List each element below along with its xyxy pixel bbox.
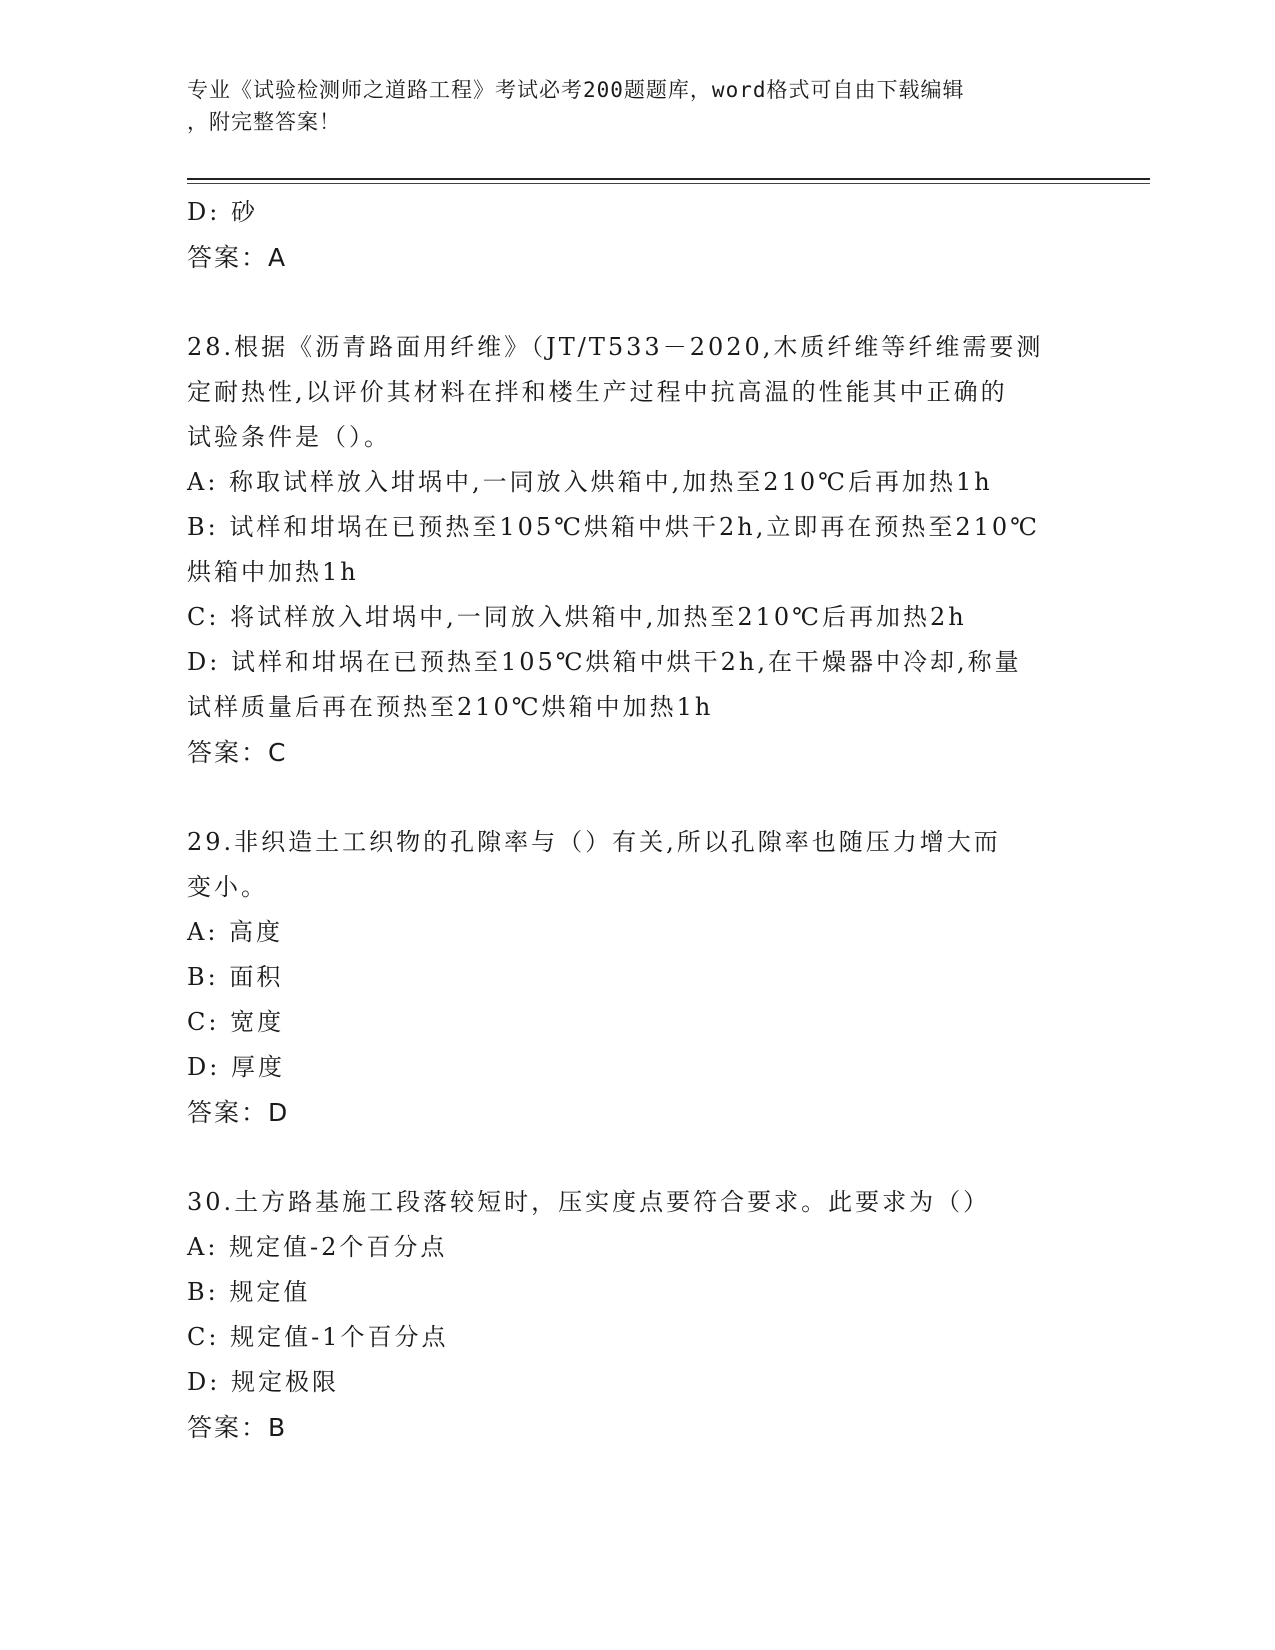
header-title-line-2: ，附完整答案！ xyxy=(187,110,341,134)
header-divider-thick xyxy=(187,178,1150,180)
question-stem-line: 试验条件是（）。 xyxy=(187,423,391,451)
option-a: A: 称取试样放入坩埚中,一同放入烘箱中,加热至210℃后再加热1h xyxy=(187,468,993,496)
question-stem-line: 30.土方路基施工段落较短时，压实度点要符合要求。此要求为（） xyxy=(187,1188,991,1216)
header-title-line-1: 专业《试验检测师之道路工程》考试必考200题题库，word格式可自由下载编辑 xyxy=(187,78,965,102)
option-b-continued: 烘箱中加热1h xyxy=(187,558,359,586)
question-30 xyxy=(187,1180,1087,1450)
question-27-fragment xyxy=(187,190,1087,280)
answer-line: 答案：C xyxy=(187,738,288,767)
question-stem-line: 变小。 xyxy=(187,873,268,901)
question-stem-line: 29.非织造土工织物的孔隙率与（）有关,所以孔隙率也随压力增大而 xyxy=(187,828,1001,856)
spacer xyxy=(187,1135,1087,1180)
option-d-continued: 试样质量后再在预热至210℃烘箱中加热1h xyxy=(187,693,714,721)
question-29 xyxy=(187,820,1087,1135)
option-b: B: 试样和坩埚在已预热至105℃烘箱中烘干2h,立即再在预热至210℃ xyxy=(187,513,1041,541)
header-divider-thin xyxy=(187,183,1150,184)
question-28 xyxy=(187,325,1087,775)
option-d: D: 规定极限 xyxy=(187,1368,339,1396)
answer-line: 答案：D xyxy=(187,1098,290,1127)
document-header xyxy=(187,74,1067,138)
question-stem-line: 定耐热性,以评价其材料在拌和楼生产过程中抗高温的性能其中正确的 xyxy=(187,378,1008,406)
spacer xyxy=(187,775,1087,820)
option-d: D: 厚度 xyxy=(187,1053,285,1081)
answer-line: 答案：B xyxy=(187,1413,288,1442)
option-d: D: 试样和坩埚在已预热至105℃烘箱中烘干2h,在干燥器中冷却,称量 xyxy=(187,648,1022,676)
question-content xyxy=(187,190,1087,1450)
option-c: C: 将试样放入坩埚中,一同放入烘箱中,加热至210℃后再加热2h xyxy=(187,603,967,631)
option-c: C: 宽度 xyxy=(187,1008,285,1036)
option-b: B: 规定值 xyxy=(187,1278,311,1306)
option-a: A: 高度 xyxy=(187,918,284,946)
option-b: B: 面积 xyxy=(187,963,284,991)
spacer xyxy=(187,280,1087,325)
option-c: C: 规定值-1个百分点 xyxy=(187,1323,449,1351)
option-a: A: 规定值-2个百分点 xyxy=(187,1233,448,1261)
question-stem-line: 28.根据《沥青路面用纤维》（JT/T533－2020,木质纤维等纤维需要测 xyxy=(187,333,1044,361)
option-d: D: 砂 xyxy=(187,198,258,226)
answer-line: 答案：A xyxy=(187,243,288,272)
